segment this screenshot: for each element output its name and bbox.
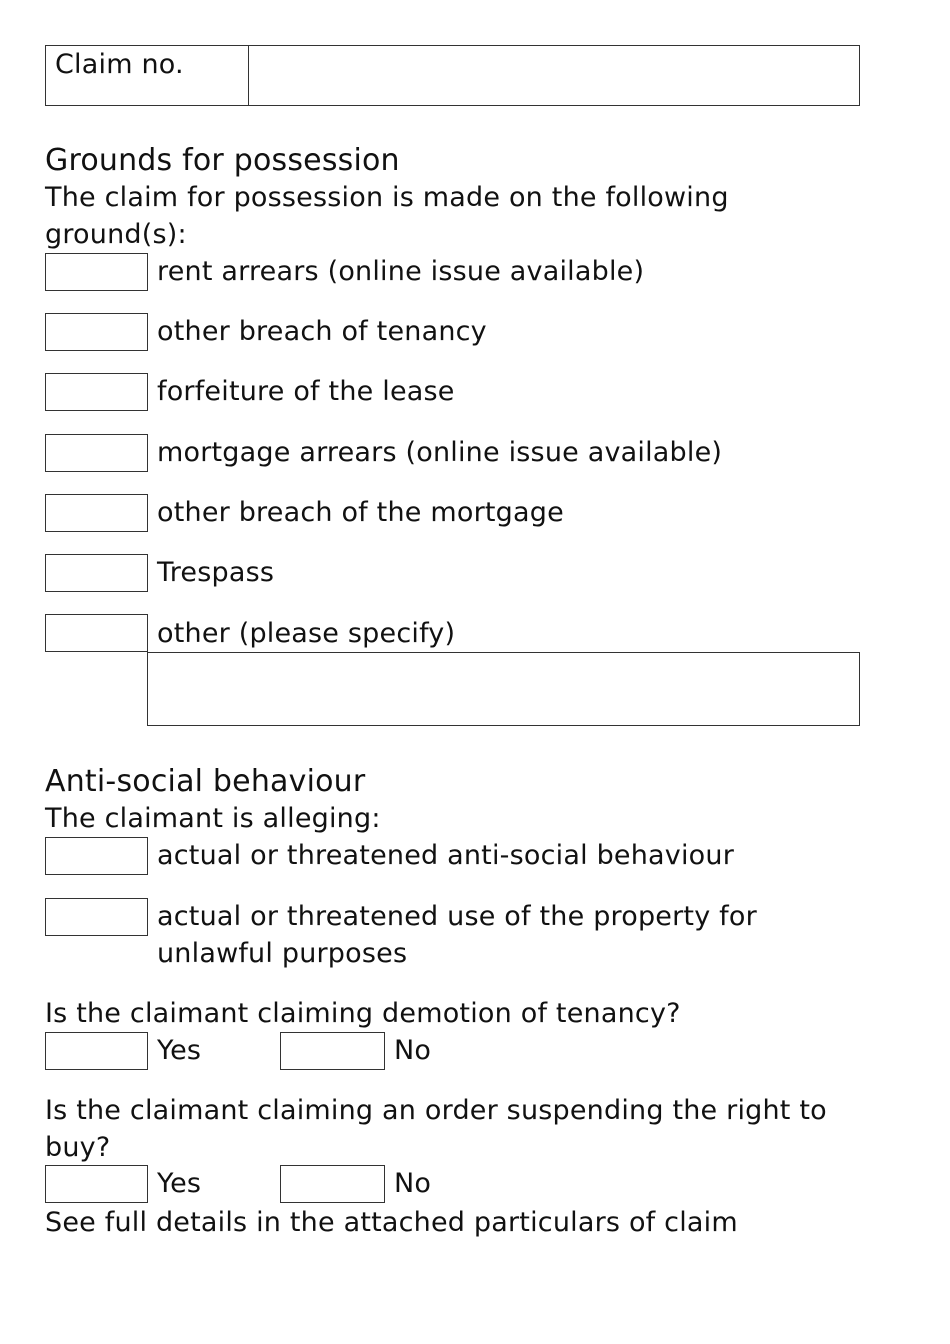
checkbox-right-to-buy-no[interactable] [280, 1165, 385, 1203]
particulars-note: See full details in the attached particulars of claim [45, 1207, 738, 1238]
asb-intro: The claimant is alleging: [45, 803, 381, 834]
grounds-intro: The claim for possession is made on the following ground(s): [45, 182, 729, 250]
label-right-to-buy-no: No [394, 1168, 432, 1199]
grounds-heading: Grounds for possession [45, 143, 400, 178]
label-rent-arrears: rent arrears (online issue available) [157, 256, 645, 287]
label-demotion-yes: Yes [157, 1035, 202, 1066]
checkbox-rent-arrears[interactable] [45, 253, 148, 291]
claim-number-field[interactable] [250, 47, 858, 104]
label-demotion-no: No [394, 1035, 432, 1066]
label-breach-of-mortgage: other breach of the mortgage [157, 497, 564, 528]
label-breach-of-tenancy: other breach of tenancy [157, 316, 487, 347]
demotion-question: Is the claimant claiming demotion of tenancy? [45, 998, 681, 1029]
checkbox-asb[interactable] [45, 837, 148, 875]
checkbox-other[interactable] [45, 614, 148, 652]
checkbox-trespass[interactable] [45, 554, 148, 592]
asb-heading: Anti-social behaviour [45, 764, 366, 799]
checkbox-demotion-yes[interactable] [45, 1032, 148, 1070]
claim-number-label: Claim no. [55, 49, 184, 80]
label-other: other (please specify) [157, 618, 456, 649]
checkbox-right-to-buy-yes[interactable] [45, 1165, 148, 1203]
other-specify-field[interactable] [147, 652, 860, 726]
checkbox-unlawful-purposes[interactable] [45, 898, 148, 936]
right-to-buy-question: Is the claimant claiming an order suspending the right to buy? [45, 1095, 827, 1163]
checkbox-forfeiture[interactable] [45, 373, 148, 411]
label-mortgage-arrears: mortgage arrears (online issue available) [157, 437, 723, 468]
label-forfeiture: forfeiture of the lease [157, 376, 455, 407]
checkbox-demotion-no[interactable] [280, 1032, 385, 1070]
checkbox-mortgage-arrears[interactable] [45, 434, 148, 472]
label-right-to-buy-yes: Yes [157, 1168, 202, 1199]
label-unlawful-purposes: actual or threatened use of the property for unlawful purposes [157, 901, 757, 969]
label-asb: actual or threatened anti-social behaviour [157, 840, 734, 871]
label-trespass: Trespass [157, 557, 275, 588]
claim-number-divider [248, 45, 249, 106]
checkbox-breach-of-mortgage[interactable] [45, 494, 148, 532]
checkbox-breach-of-tenancy[interactable] [45, 313, 148, 351]
